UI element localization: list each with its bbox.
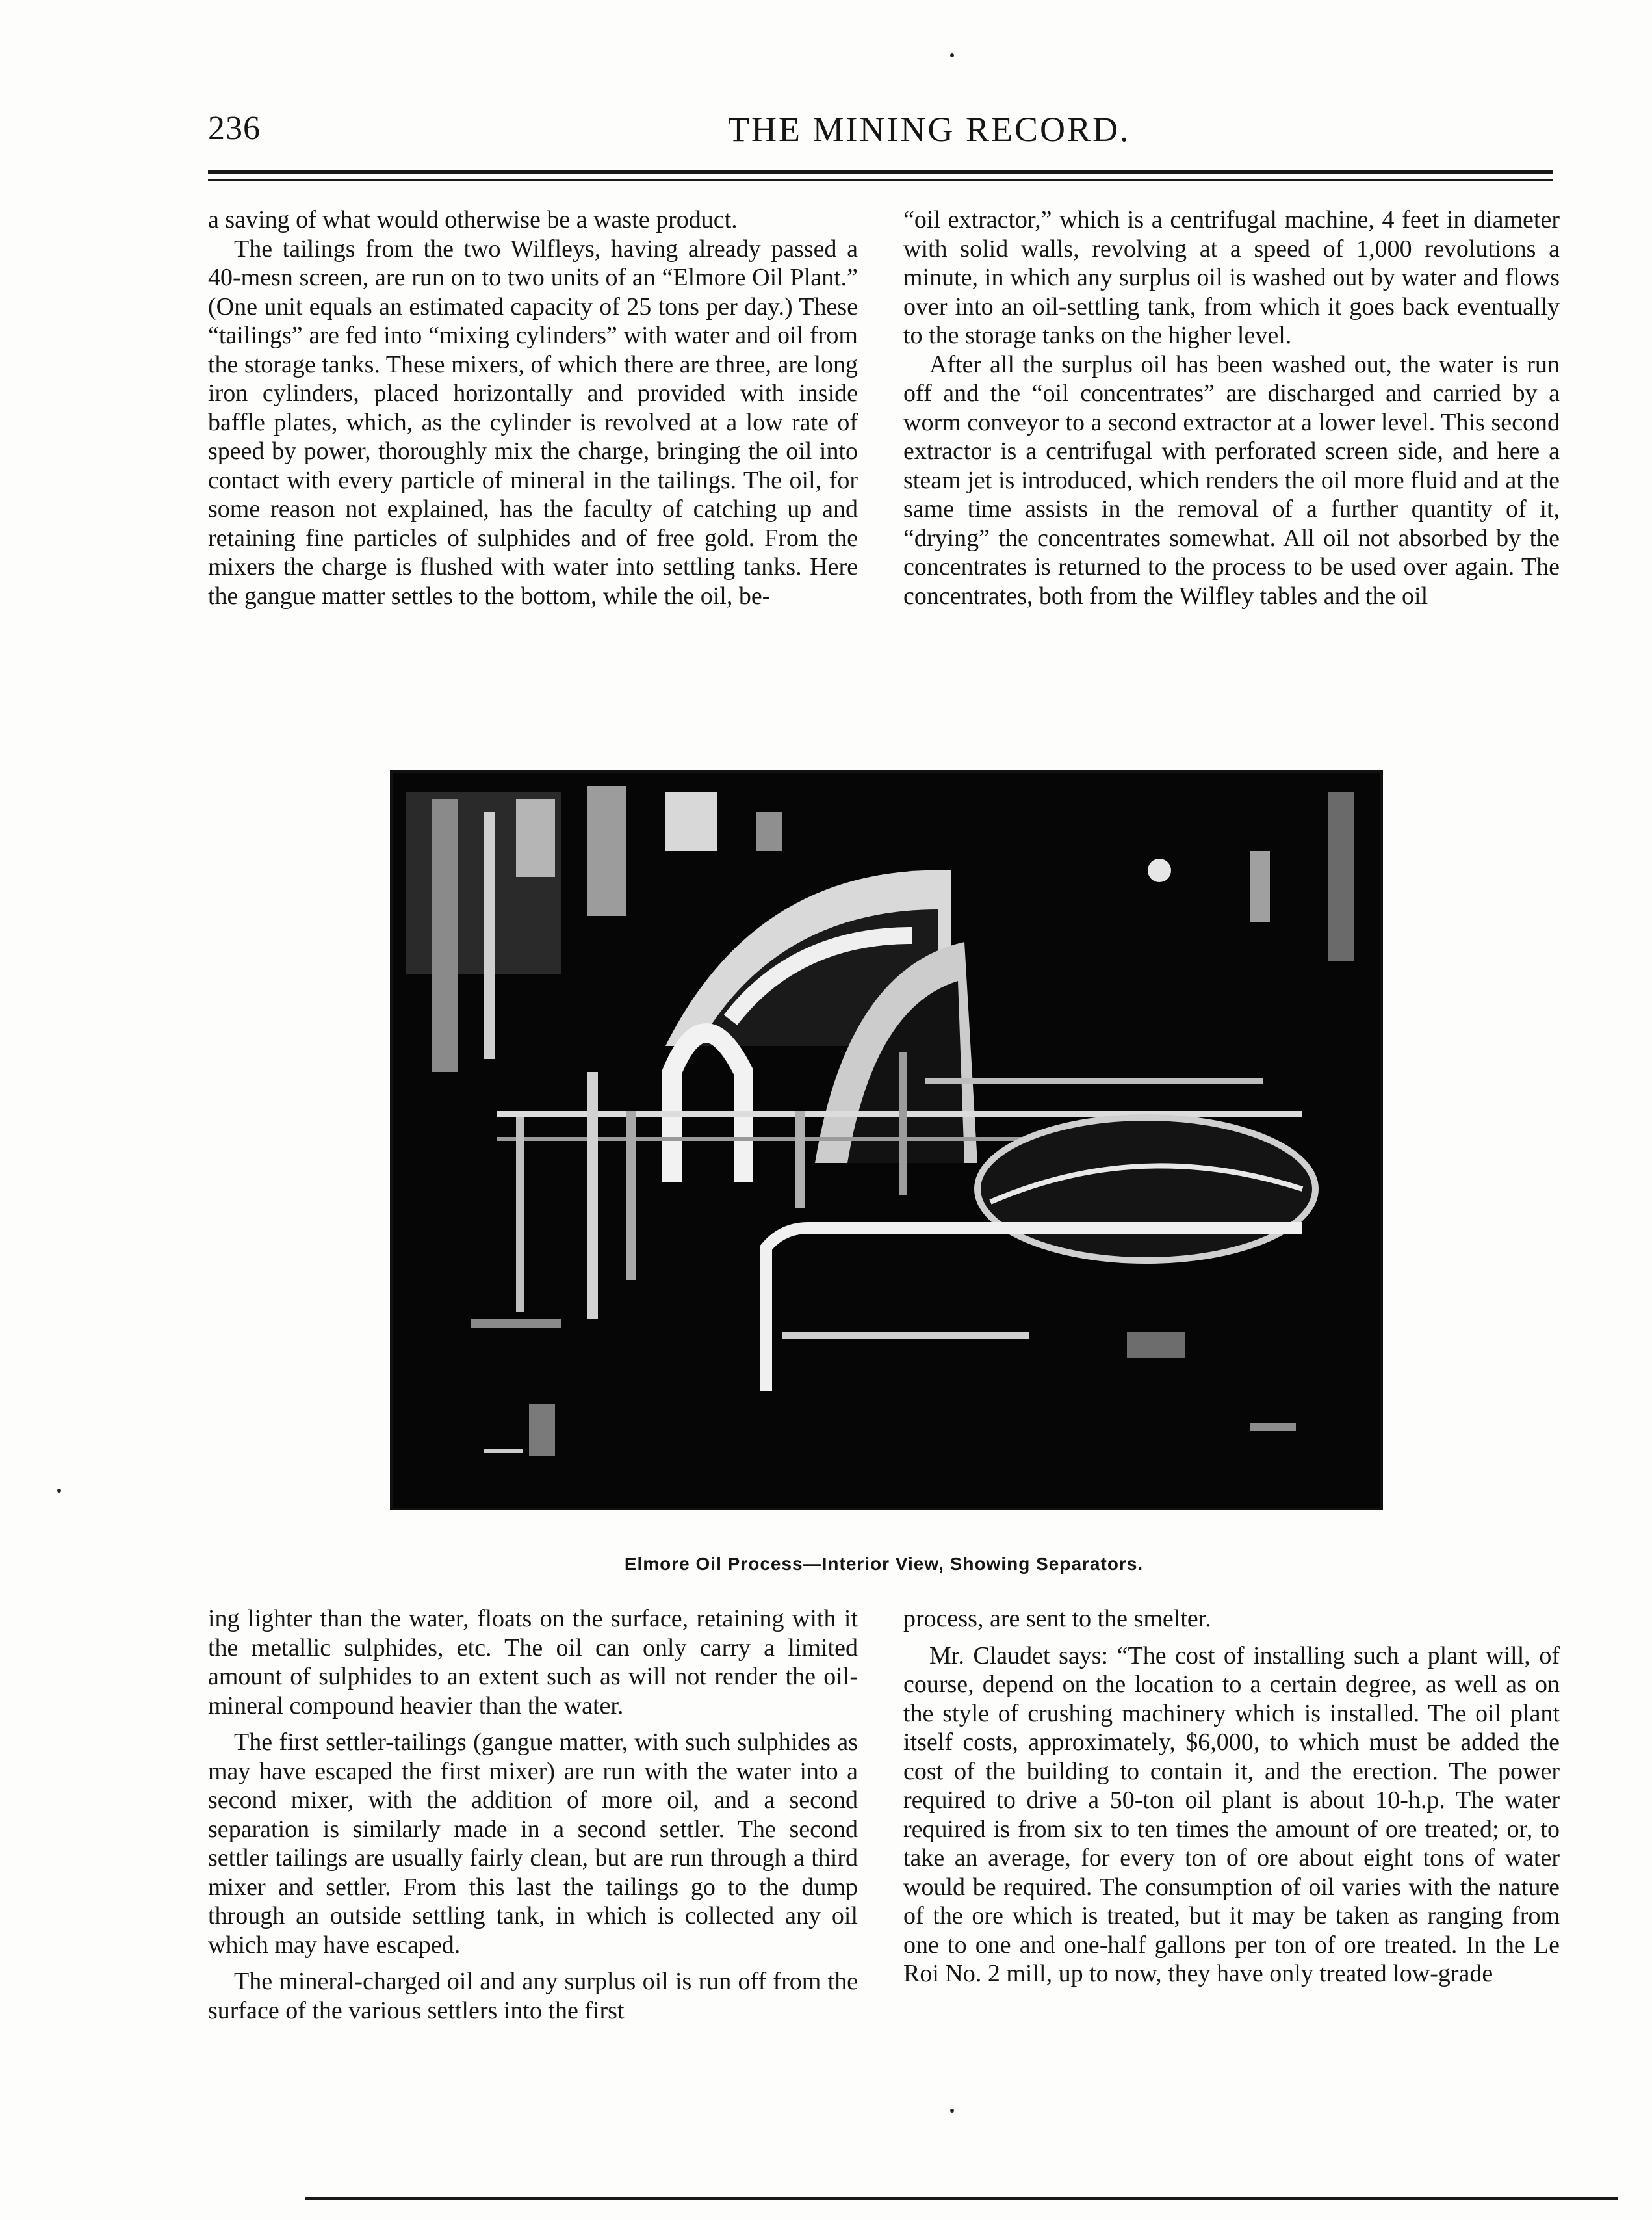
footer-rule (305, 2197, 1618, 2200)
paragraph: process, are sent to the smelter. (903, 1605, 1211, 1632)
journal-title: THE MINING RECORD. (728, 110, 1131, 149)
paragraph: The first settler-tailings (gangue matter, with such sulphides as may have escaped the first mixer) are run with the water into a second mixer, with the addition of more oil, and a second separation is similarly made in a second settler. The second settler tailings are usually fairly clean, but are run through a third mixer and settler. From this last the tailings go to the dump through an outside settling tank, in which is collected any oil which may have escaped. (208, 1729, 858, 1959)
print-speck (950, 53, 954, 57)
paragraph: The mineral-charged oil and any surplus oil is run off from the surface of the various settlers into the first (208, 1968, 858, 2024)
header-rule-thin (208, 179, 1553, 181)
header-rule (208, 170, 1553, 174)
paragraph: Mr. Claudet says: “The cost of installing such a plant will, of course, depend on the location to a certain degree, as well as on the style of crushing machinery which is installed. The oil plant itself costs, approximately, $6,000, to which must be added the cost of the building to contain it, and the erection. The power required to drive a 50-ton oil plant is about 10-h.p. The water required is from six to ten times the amount of ore treated; or, to take an average, for every ton of ore about eight tons of water would be required. The consumption of oil varies with the nature of the ore which is treated, but it may be taken as ranging from one to one and one-half gallons per ton of ore treated. In the Le Roi No. 2 mill, up to now, they have only treated low-grade (903, 1641, 1560, 1987)
print-speck (57, 1489, 61, 1493)
left-column-bottom (208, 1604, 858, 2025)
separator-machinery-illustration (393, 773, 1380, 1508)
paragraph: The tailings from the two Wilfleys, having already passed a 40-mesn screen, are run on to two units of an “Elmore Oil Plant.” (One unit equals an estimated capacity of 25 tons per day.) These “tailings” are fed into “mixing cylinders” with water and oil from the storage tanks. These mixers, of which there are three, are long iron cylinders, placed horizontally and provided with inside baffle plates, which, as the cylinder is revolved at a low rate of speed by power, thoroughly mix the charge, bringing the oil into contact with every particle of mineral in the tailings. The oil, for some reason not explained, has the faculty of catching up and retaining fine particles of sulphides and of free gold. From the mixers the charge is flushed with water into settling tanks. Here the gangue matter settles to the bottom, while the oil, be- (208, 235, 858, 610)
figure-photo (390, 770, 1383, 1510)
paragraph: After all the surplus oil has been washed out, the water is run off and the “oil concentrates” are discharged and carried by a worm conveyor to a second extractor at a lower level. This second extractor is a centrifugal with perforated screen side, and here a steam jet is introduced, which renders the oil more fluid and at the same time assists in the removal of a further quantity of it, “drying” the concentrates somewhat. All oil not absorbed by the concentrates is returned to the process to be used over again. The concentrates, both from the Wilfley tables and the oil (903, 350, 1560, 610)
right-column-bottom (903, 1604, 1560, 1989)
paragraph: ing lighter than the water, floats on the surface, retaining with it the metallic sulphides, etc. The oil can only carry a limited amount of sulphides to an extent such as will not render the oil-mineral compound heavier than the water. (208, 1605, 858, 1719)
page-number: 236 (208, 110, 261, 147)
running-header (208, 109, 1573, 161)
print-speck (950, 2109, 954, 2113)
paragraph: a saving of what would otherwise be a waste product. (208, 206, 738, 233)
figure-caption: Elmore Oil Process—Interior View, Showing Separators. (624, 1554, 1144, 1574)
left-column-top (208, 205, 858, 610)
paragraph: “oil extractor,” which is a centrifugal machine, 4 feet in diameter with solid walls, revolving at a speed of 1,000 revolutions a minute, in which any surplus oil is washed out by water and flows over into an oil-settling tank, from which it goes back eventually to the storage tanks on the higher level. (903, 206, 1560, 349)
right-column-top (903, 205, 1560, 610)
